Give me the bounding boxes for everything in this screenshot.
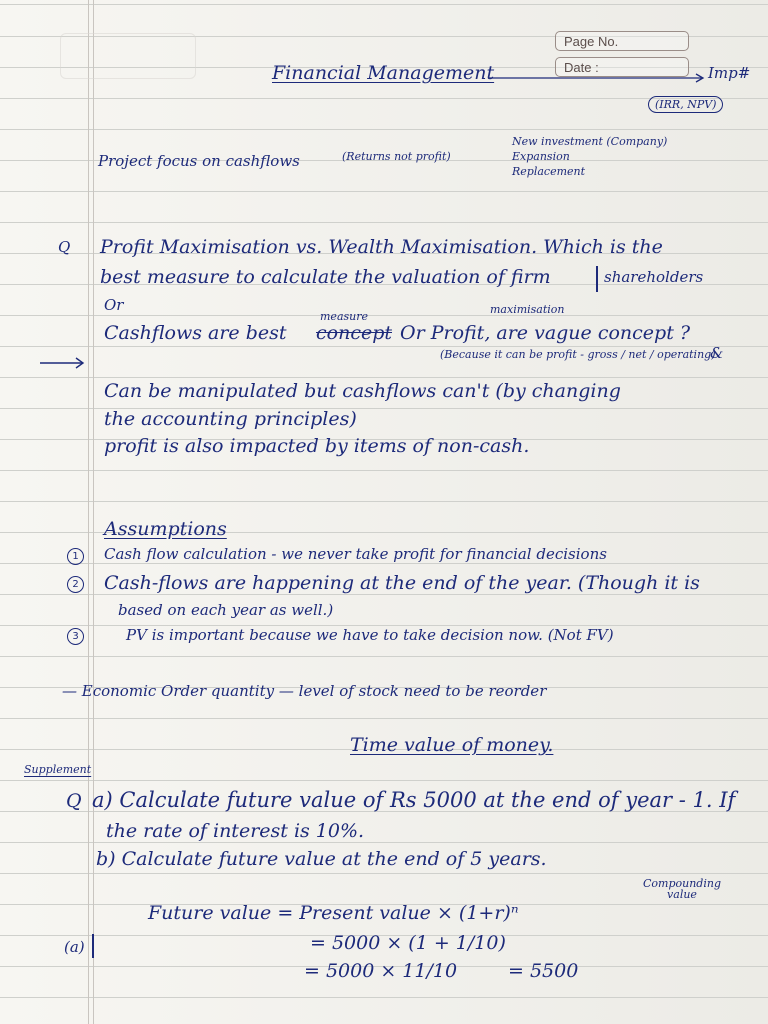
page-no-box: Page No. xyxy=(555,31,689,51)
part-label: (a) xyxy=(64,938,85,956)
ampersand: & xyxy=(710,344,724,362)
eoq-note: — Economic Order quantity — level of stock need to be reorder xyxy=(62,682,547,700)
formula-line: = 5000 × (1 + 1/10) xyxy=(310,932,506,954)
project-type-item: New investment (Company) xyxy=(512,135,668,148)
number-badge: 1 xyxy=(67,548,84,565)
assumption-item: based on each year as well.) xyxy=(118,601,334,619)
divider-stroke xyxy=(92,934,94,958)
question-line: Cashflows are best xyxy=(104,322,287,344)
arrow-icon xyxy=(40,358,86,368)
because-note: (Because it can be profit - gross / net / operating) xyxy=(440,348,716,361)
page-title: Financial Management xyxy=(272,62,495,84)
question-line: a) Calculate future value of Rs 5000 at the end of year - 1. If xyxy=(92,788,736,812)
formula-line: Future value = Present value × (1+r)ⁿ xyxy=(148,902,519,924)
assumption-item: PV is important because we have to take decision now. (Not FV) xyxy=(126,626,614,644)
irr-npv-note: (IRR, NPV) xyxy=(648,96,723,113)
question-marker: Q xyxy=(58,238,71,256)
measure-note: measure xyxy=(320,310,368,323)
assumption-item: Cash flow calculation - we never take profit for financial decisions xyxy=(104,545,607,563)
show-through-header xyxy=(60,33,196,79)
imp-note: Imp# xyxy=(708,64,751,82)
question-line: shareholders xyxy=(604,268,704,286)
question-line: the rate of interest is 10%. xyxy=(106,820,365,842)
compounding-note: Compounding value xyxy=(643,877,721,901)
formula-line: = 5000 × 11/10 xyxy=(304,960,458,982)
assumptions-heading: Assumptions xyxy=(104,518,227,540)
assumption-item: Cash-flows are happening at the end of the year. (Though it is xyxy=(104,572,700,594)
project-type-item: Expansion xyxy=(512,150,570,163)
question-line: b) Calculate future value at the end of 5 years. xyxy=(96,848,547,870)
supplement-note: Supplement xyxy=(24,763,92,776)
arrow-icon xyxy=(488,74,708,82)
question-line: Profit Maximisation vs. Wealth Maximisation. Which is the xyxy=(100,236,663,258)
maximisation-note: maximisation xyxy=(490,303,565,316)
returns-note: (Returns not profit) xyxy=(342,150,451,163)
manipulation-line: Can be manipulated but cashflows can't (by changing xyxy=(104,380,621,402)
number-badge: 3 xyxy=(67,628,84,645)
formula-result: = 5500 xyxy=(508,960,579,982)
manipulation-line: the accounting principles) xyxy=(104,408,357,430)
question-line: Or Profit, are vague concept ? xyxy=(400,322,691,344)
struck-word: concept xyxy=(316,322,392,344)
project-focus-text: Project focus on cashflows xyxy=(98,152,300,170)
number-badge: 2 xyxy=(67,576,84,593)
margin-line xyxy=(88,0,89,1024)
manipulation-line: profit is also impacted by items of non-cash. xyxy=(104,435,530,457)
margin-line xyxy=(93,0,94,1024)
project-type-item: Replacement xyxy=(512,165,586,178)
or-text: Or xyxy=(104,296,124,314)
section-heading: Time value of money. xyxy=(350,734,554,756)
question-line: best measure to calculate the valuation of firm xyxy=(100,266,551,288)
date-box: Date : xyxy=(555,57,689,77)
question-marker: Q xyxy=(66,790,82,812)
divider-stroke xyxy=(596,266,598,292)
